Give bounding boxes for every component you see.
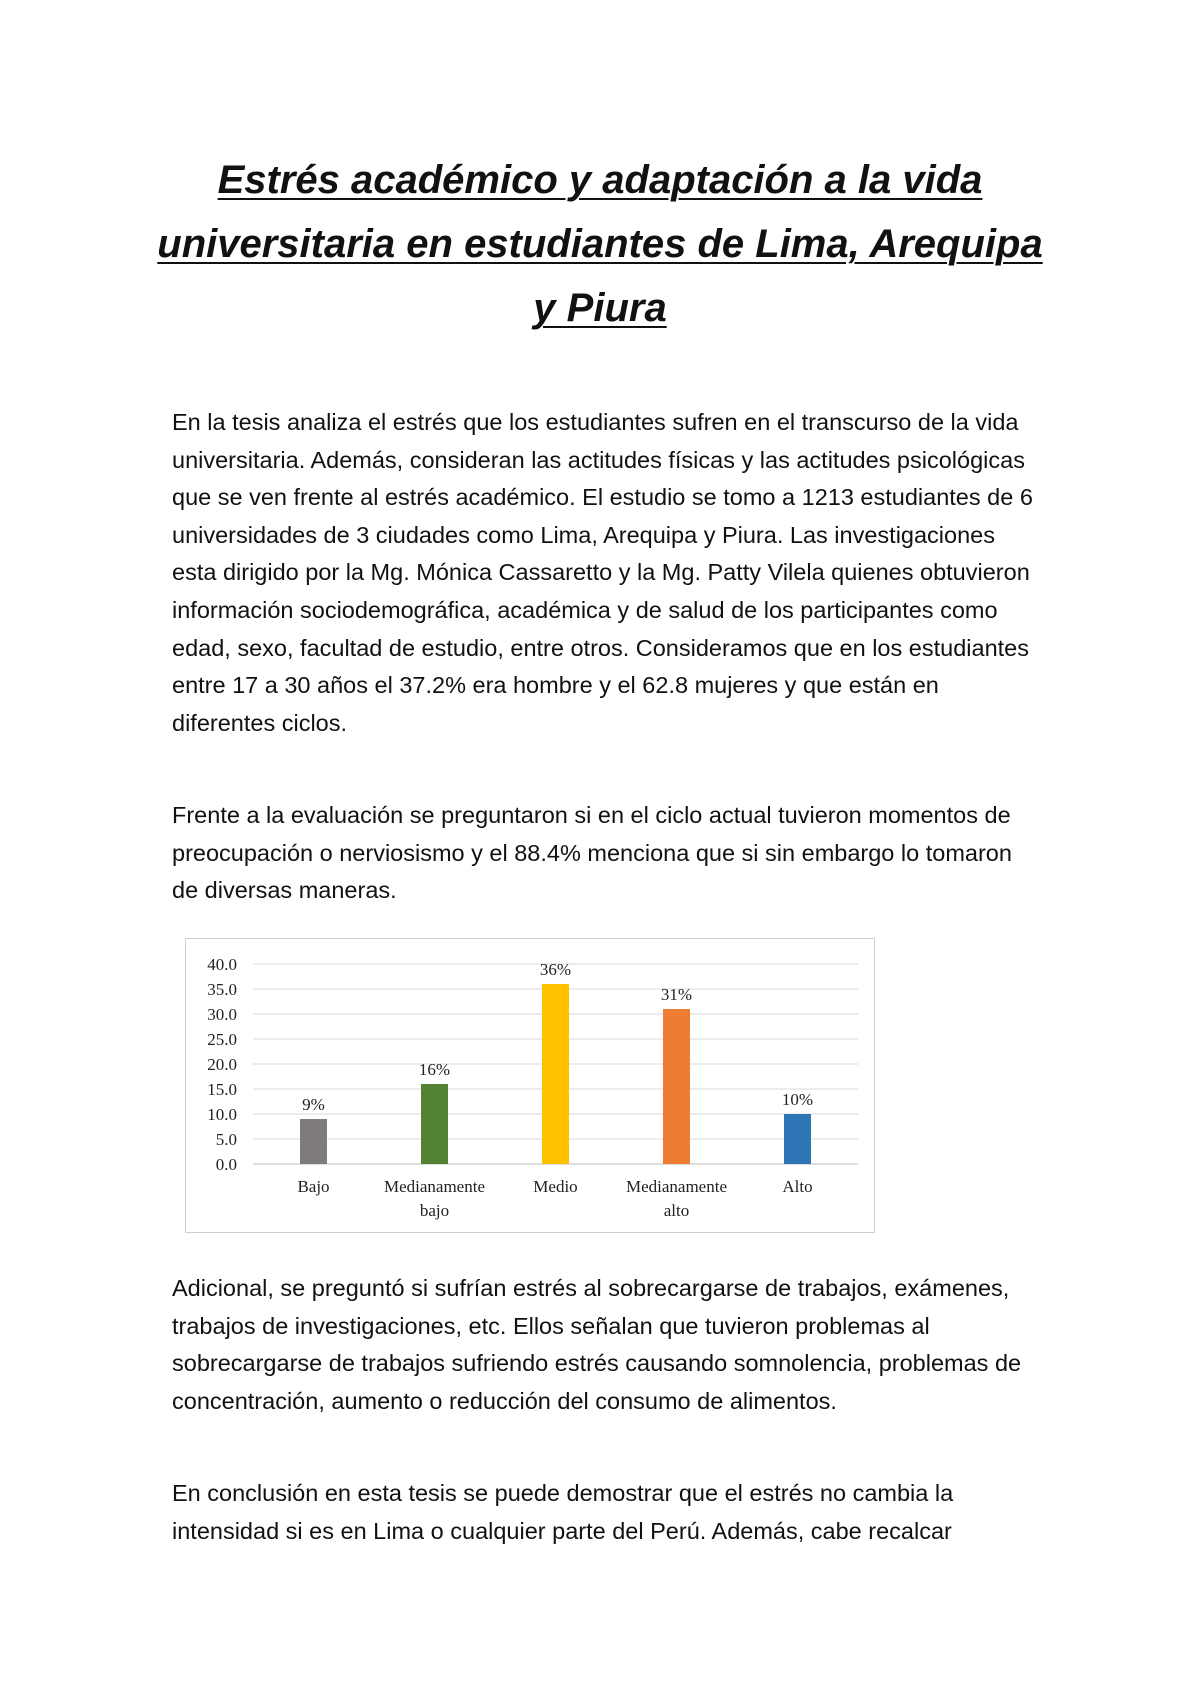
document-title: Estrés académico y adaptación a la vida universitaria en estudiantes de Lima, Arequipa y Piura xyxy=(157,158,1043,330)
y-tick-label: 5.0 xyxy=(215,1130,237,1149)
x-tick-label: Medianamente xyxy=(625,1177,728,1196)
x-tick-label: Medio xyxy=(533,1177,578,1196)
x-tick-label: bajo xyxy=(419,1201,450,1220)
x-tick-label: Alto xyxy=(782,1177,813,1196)
y-tick-label: 35.0 xyxy=(207,980,237,999)
data-label: 16% xyxy=(418,1060,451,1079)
data-label: 10% xyxy=(781,1090,814,1109)
stress-level-bar-chart xyxy=(185,938,875,1233)
data-label: 9% xyxy=(302,1095,325,1114)
y-tick-label: 15.0 xyxy=(207,1080,237,1099)
x-tick-label: Medianamente xyxy=(383,1177,486,1196)
bar xyxy=(663,1009,690,1164)
chart-canvas xyxy=(186,939,876,1234)
bar xyxy=(542,984,569,1164)
data-label: 31% xyxy=(660,985,693,1004)
x-tick-label: Bajo xyxy=(297,1177,330,1196)
y-tick-label: 10.0 xyxy=(207,1105,237,1124)
paragraph-conclusion: En conclusión en esta tesis se puede demostrar que el estrés no cambia la intensidad si es en Lima o cualquier parte del Perú. Además, cabe recalcar xyxy=(172,1480,954,1544)
y-tick-label: 40.0 xyxy=(207,955,237,974)
paragraph-intro: En la tesis analiza el estrés que los estudiantes sufren en el transcurso de la vida universitaria. Además, consideran las actitudes físicas y las actitudes psicológicas que se ven frente al estrés académico. El estudio se tomo a 1213 estudiantes de 6 universidades de 3 ciudades como Lima, Arequipa y Piura. Las investigaciones esta dirigido por la Mg. Mónica Cassaretto y la Mg. Patty Vilela quienes obtuvieron información sociodemográfica, académica y de salud de los participantes como edad, sexo, facultad de estudio, entre otros. Consideramos que en los estudiantes entre 17 a 30 años el 37.2% era hombre y el 62.8 mujeres y que están en diferentes ciclos. xyxy=(172,409,1033,736)
y-tick-label: 25.0 xyxy=(207,1030,237,1049)
data-label: 36% xyxy=(539,960,572,979)
x-tick-label: alto xyxy=(663,1201,690,1220)
bar xyxy=(421,1084,448,1164)
y-tick-label: 30.0 xyxy=(207,1005,237,1024)
y-tick-label: 0.0 xyxy=(215,1155,237,1174)
paragraph-evaluation: Frente a la evaluación se preguntaron si en el ciclo actual tuvieron momentos de preocupación o nerviosismo y el 88.4% menciona que si sin embargo lo tomaron de diversas maneras. xyxy=(172,802,1012,904)
bar xyxy=(300,1119,327,1164)
bar xyxy=(784,1114,811,1164)
paragraph-overload: Adicional, se preguntó si sufrían estrés al sobrecargarse de trabajos, exámenes, trabajos de investigaciones, etc. Ellos señalan que tuvieron problemas al sobrecargarse de trabajos sufriendo estrés causando somnolencia, problemas de concentración, aumento o reducción del consumo de alimentos. xyxy=(172,1275,1022,1414)
y-tick-label: 20.0 xyxy=(207,1055,237,1074)
